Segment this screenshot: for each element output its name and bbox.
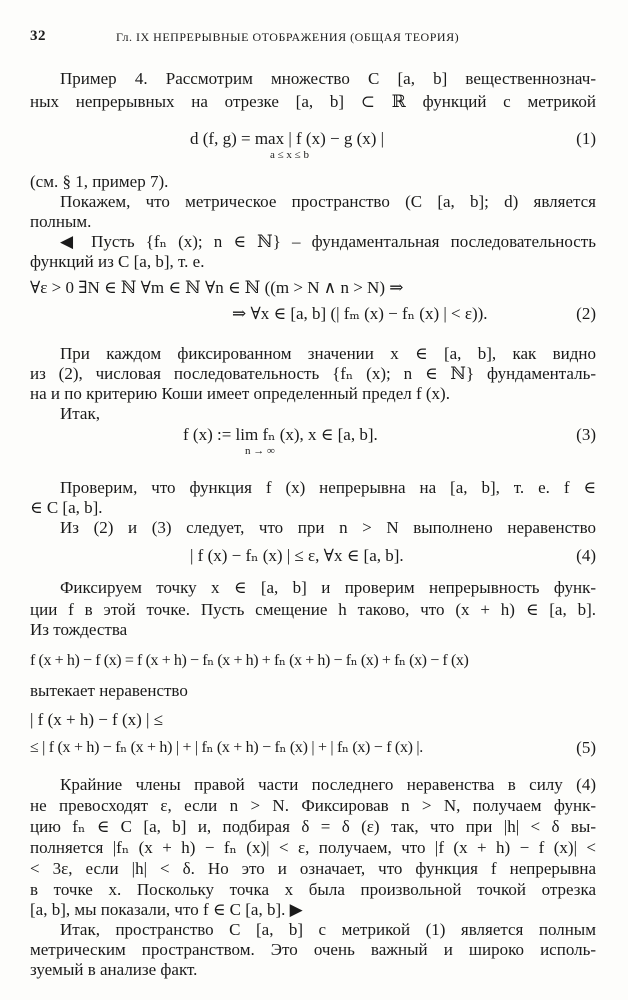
- equation-5-number: (5): [576, 738, 596, 757]
- text-line: [a, b], мы показали, что f ∈ C [a, b]. ▶: [30, 900, 303, 919]
- text-line: метрическим пространством. Это очень важный и широко исполь-: [30, 940, 596, 959]
- text-line: Проверим, что функция f (x) непрерывна на [a, b], т. е. f ∈: [60, 478, 596, 497]
- text-line: на и по критерию Коши имеет определенный предел f (x).: [30, 384, 450, 403]
- text-line: Из тождества: [30, 620, 128, 639]
- identity-equation: f (x + h) − f (x) = f (x + h) − fₙ (x + h) + fₙ (x + h) − fₙ (x) + fₙ (x) − f (x): [30, 652, 469, 669]
- equation-1: d (f, g) = max | f (x) − g (x) |: [190, 129, 385, 148]
- text-line: зуемый в анализе факт.: [30, 960, 198, 979]
- equation-3: f (x) := lim fₙ (x), x ∈ [a, b].: [183, 425, 378, 444]
- text-line: (см. § 1, пример 7).: [30, 172, 169, 191]
- equation-4-number: (4): [576, 546, 596, 565]
- equation-3-subscript: n → ∞: [245, 445, 275, 457]
- text-line: Пример 4. Рассмотрим множество C [a, b] вещественнознач-: [60, 69, 596, 88]
- text-line: из (2), числовая последовательность {fₙ (x); n ∈ ℕ} фундаменталь-: [30, 364, 596, 383]
- text-line: Из (2) и (3) следует, что при n > N выполнено неравенство: [60, 518, 596, 537]
- text-line: < 3ε, если |h| < δ. Но это и означает, что функция f непрерывна: [30, 859, 596, 878]
- text-line: Итак, пространство C [a, b] с метрикой (1) является полным: [60, 920, 596, 939]
- running-title: Гл. IX НЕПРЕРЫВНЫЕ ОТОБРАЖЕНИЯ (ОБЩАЯ ТЕОРИЯ): [116, 30, 460, 44]
- equation-2-number: (2): [576, 304, 596, 323]
- text-line: в точке x. Поскольку точка x была произвольной точкой отрезка: [30, 880, 596, 899]
- text-line: ∈ C [a, b].: [30, 498, 103, 517]
- text-line: функций из C [a, b], т. е.: [30, 252, 205, 271]
- text-line: Итак,: [60, 404, 100, 423]
- text-line: Фиксируем точку x ∈ [a, b] и проверим непрерывность функ-: [60, 578, 596, 597]
- text-line: не превосходят ε, если n > N. Фиксировав n > N, получаем функ-: [30, 796, 596, 815]
- equation-2-line-1: ∀ε > 0 ∃N ∈ ℕ ∀m ∈ ℕ ∀n ∈ ℕ ((m > N ∧ n > N) ⇒: [30, 278, 404, 297]
- text-line: ных непрерывных на отрезке [a, b] ⊂ ℝ функций с метрикой: [30, 92, 596, 111]
- equation-1-subscript: a ≤ x ≤ b: [270, 149, 309, 161]
- equation-2-line-2: ⇒ ∀x ∈ [a, b] (| fₘ (x) − fₙ (x) | < ε)).: [232, 304, 488, 323]
- equation-5-line-1: | f (x + h) − f (x) | ≤: [30, 710, 164, 729]
- page-number: 32: [30, 28, 46, 44]
- text-line: вытекает неравенство: [30, 681, 188, 700]
- text-line: цию fₙ ∈ C [a, b] и, подбирая δ = δ (ε) так, что при |h| < δ вы-: [30, 817, 596, 836]
- text-line: При каждом фиксированном значении x ∈ [a, b], как видно: [60, 344, 596, 363]
- text-line: полным.: [30, 212, 92, 231]
- equation-1-number: (1): [576, 129, 596, 148]
- text-line: полняется |fₙ (x + h) − fₙ (x)| < ε, получаем, что |f (x + h) − f (x)| <: [30, 838, 596, 857]
- text-line: Покажем, что метрическое пространство (C [a, b]; d) является: [60, 192, 596, 211]
- text-line: ции f в этой точке. Пусть смещение h таково, что (x + h) ∈ [a, b].: [30, 600, 596, 619]
- equation-3-number: (3): [576, 425, 596, 444]
- text-line: Крайние члены правой части последнего неравенства в силу (4): [60, 775, 596, 794]
- equation-5-line-2: ≤ | f (x + h) − fₙ (x + h) | + | fₙ (x + h) − fₙ (x) | + | fₙ (x) − f (x) |.: [30, 739, 423, 756]
- equation-4: | f (x) − fₙ (x) | ≤ ε, ∀x ∈ [a, b].: [190, 546, 404, 565]
- text-line: ◀ Пусть {fₙ (x); n ∈ ℕ} – фундаментальная последовательность: [60, 232, 596, 251]
